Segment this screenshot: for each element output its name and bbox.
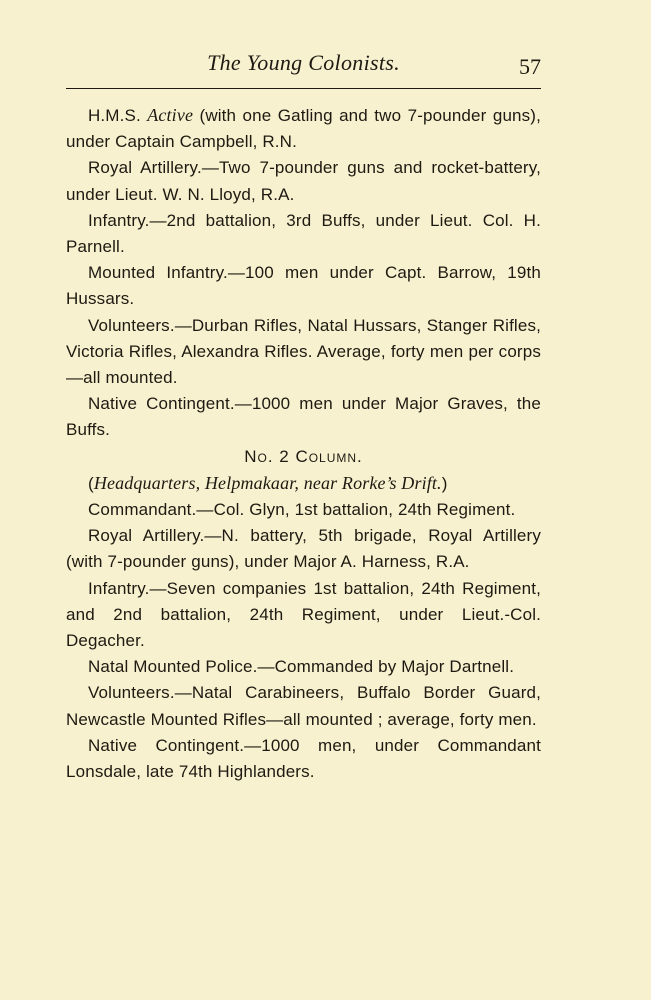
paragraph-native-contingent-2: Native Contingent.—1000 men, under Commandant Lonsdale, late 74th Highlanders. xyxy=(66,735,541,782)
running-title: The Young Colonists. xyxy=(207,50,400,75)
paragraph-infantry-1: Infantry.—2nd battalion, 3rd Buffs, under Lieut. Col. H. Parnell. xyxy=(66,210,541,257)
subheading-italic: Headquarters, Helpmakaar, near Rorke’s Drift. xyxy=(93,472,442,493)
page-number: 57 xyxy=(519,54,541,79)
paragraph-volunteers-1: Volunteers.—Durban Rifles, Natal Hussars, Stanger Rifles, Victoria Rifles, Alexandra Rifles. Average, forty men per corps—all mounted. xyxy=(66,315,541,388)
paren-close: ) xyxy=(441,473,448,493)
paragraph-mounted-infantry: Mounted Infantry.—100 men under Capt. Barrow, 19th Hussars. xyxy=(66,263,541,309)
paragraph-commandant: Commandant.—Col. Glyn, 1st battalion, 24th Regiment. xyxy=(88,500,516,520)
section-heading: No. 2 Column. xyxy=(244,446,363,466)
paragraph-royal-artillery-2: Royal Artillery.—N. battery, 5th brigade, Royal Artillery (with 7-pounder guns), under Major A. Harness, R.A. xyxy=(66,526,541,572)
header-rule xyxy=(66,88,541,89)
paragraph-hms-active xyxy=(66,102,541,155)
paragraph-royal-artillery-1: Royal Artillery.—Two 7-pounder guns and rocket-battery, under Lieut. W. N. Lloyd, R.A. xyxy=(66,158,541,204)
page-header xyxy=(66,46,541,86)
paren-open: ( xyxy=(88,473,94,493)
paragraph-infantry-2: Infantry.—Seven companies 1st battalion, 24th Regiment, and 2nd battalion, 24th Regiment, under Lieut.-Col. Degacher. xyxy=(66,578,541,651)
ship-name: Active xyxy=(147,105,194,125)
paragraph-natal-police: Natal Mounted Police.—Commanded by Major Dartnell. xyxy=(88,657,515,677)
section-subheading xyxy=(66,470,541,497)
paragraph-volunteers-2: Volunteers.—Natal Carabineers, Buffalo Border Guard, Newcastle Mounted Rifles—all mounted ; average, forty men. xyxy=(66,683,541,729)
paragraph-native-contingent-1: Native Contingent.—1000 men under Major Graves, the Buffs. xyxy=(66,394,541,440)
body-text xyxy=(66,102,541,785)
paragraph-lead: H.M.S. xyxy=(88,106,148,125)
paragraph-text: (with one Gatling and two 7-pounder guns), under Captain Campbell, R.N. xyxy=(66,106,541,152)
